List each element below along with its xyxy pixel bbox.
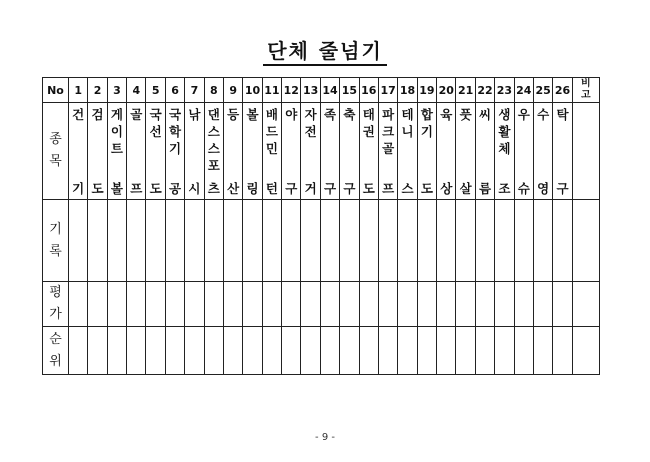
event-name-last: 구 <box>556 181 569 196</box>
rank-cell[interactable] <box>243 327 262 375</box>
record-cell[interactable] <box>417 200 436 282</box>
rank-cell[interactable] <box>88 327 107 375</box>
event-number: 23 <box>495 78 514 103</box>
event-number: 7 <box>185 78 204 103</box>
event-char: 합 <box>420 107 433 122</box>
event-number: 3 <box>107 78 126 103</box>
evaluation-cell[interactable] <box>68 282 87 327</box>
event-char: 야 <box>285 107 298 122</box>
event-name <box>340 103 358 199</box>
event-char: 니 <box>401 124 414 139</box>
event-name-top <box>495 106 513 157</box>
event-name-top <box>301 106 319 140</box>
event-cell <box>417 103 436 200</box>
event-name-last: 살 <box>459 181 472 196</box>
event-cell <box>340 103 359 200</box>
event-name-last: 름 <box>478 181 492 196</box>
event-char: 낚 <box>188 107 201 122</box>
rank-cell[interactable] <box>204 327 223 375</box>
rank-cell[interactable] <box>185 327 204 375</box>
evaluation-cell[interactable] <box>514 282 533 327</box>
evaluation-cell[interactable] <box>88 282 107 327</box>
event-label-char: 목 <box>49 154 62 169</box>
evaluation-cell[interactable] <box>340 282 359 327</box>
event-name <box>88 103 106 199</box>
event-name <box>360 103 378 199</box>
evaluation-cell[interactable] <box>127 282 146 327</box>
record-cell[interactable] <box>456 200 475 282</box>
event-label <box>43 103 69 200</box>
event-name <box>185 103 203 199</box>
event-char: 기 <box>168 141 182 156</box>
event-char: 태 <box>362 107 375 122</box>
event-cell <box>475 103 494 200</box>
event-char: 학 <box>168 124 182 139</box>
event-name <box>534 103 552 199</box>
page-title: 단체 줄넘기 <box>263 39 387 66</box>
event-char: 수 <box>537 107 550 122</box>
event-name-top <box>205 106 223 174</box>
event-name-top <box>282 106 300 123</box>
evaluation-cell[interactable] <box>320 282 339 327</box>
remarks-cell <box>572 103 599 200</box>
record-cell[interactable] <box>475 200 494 282</box>
record-label-char: 록 <box>49 243 62 259</box>
event-name-top <box>127 106 145 123</box>
event-char: 댄 <box>207 107 220 122</box>
evaluation-cell[interactable] <box>456 282 475 327</box>
event-char: 골 <box>382 141 395 156</box>
event-number: 15 <box>340 78 359 103</box>
event-number: 2 <box>88 78 107 103</box>
evaluation-label <box>43 282 69 327</box>
event-cell <box>514 103 533 200</box>
event-char: 체 <box>498 141 511 156</box>
event-char: 볼 <box>246 107 259 122</box>
event-name-last: 볼 <box>110 181 123 196</box>
event-name <box>476 103 494 199</box>
event-name-top <box>476 106 494 123</box>
event-char: 게 <box>110 107 123 122</box>
evaluation-cell[interactable] <box>533 282 552 327</box>
evaluation-label-char: 가 <box>49 307 62 322</box>
event-number: 20 <box>437 78 456 103</box>
evaluation-cell[interactable] <box>437 282 456 327</box>
rank-cell[interactable] <box>340 327 359 375</box>
record-cell[interactable] <box>127 200 146 282</box>
event-number: 19 <box>417 78 436 103</box>
event-name-top <box>437 106 455 123</box>
no-header: No <box>43 78 69 103</box>
event-name <box>515 103 533 199</box>
record-cell[interactable] <box>204 200 223 282</box>
event-name <box>418 103 436 199</box>
event-name-top <box>534 106 552 123</box>
event-char: 육 <box>440 107 453 122</box>
rank-cell[interactable] <box>262 327 281 375</box>
event-char: 스 <box>207 141 220 156</box>
event-name <box>69 103 87 199</box>
event-number: 13 <box>301 78 320 103</box>
event-char: 족 <box>323 107 337 122</box>
event-name-top <box>69 106 87 123</box>
event-cell <box>320 103 339 200</box>
event-name <box>321 103 339 199</box>
event-cell <box>359 103 378 200</box>
event-char: 민 <box>265 141 278 156</box>
rank-cell[interactable] <box>495 327 514 375</box>
event-number: 8 <box>204 78 223 103</box>
event-name-last: 구 <box>343 181 356 196</box>
rank-cell[interactable] <box>223 327 242 375</box>
event-char: 드 <box>265 124 278 139</box>
remarks-char: 고 <box>581 90 591 101</box>
event-char: 우 <box>517 107 530 122</box>
event-char: 탁 <box>556 107 569 122</box>
event-char: 배 <box>265 107 278 122</box>
event-name <box>224 103 242 199</box>
event-char: 자 <box>304 107 317 122</box>
record-cell[interactable] <box>437 200 456 282</box>
remarks-cell[interactable] <box>572 282 599 327</box>
event-number: 6 <box>165 78 184 103</box>
event-number: 16 <box>359 78 378 103</box>
rank-cell[interactable] <box>127 327 146 375</box>
event-char: 파 <box>382 107 395 122</box>
record-cell[interactable] <box>495 200 514 282</box>
event-name <box>301 103 319 199</box>
evaluation-cell[interactable] <box>398 282 417 327</box>
event-name-last: 영 <box>537 181 550 196</box>
record-cell[interactable] <box>88 200 107 282</box>
event-name <box>127 103 145 199</box>
event-name-last: 츠 <box>207 181 220 196</box>
event-cell <box>243 103 262 200</box>
rank-label <box>43 327 69 375</box>
event-name-top <box>398 106 416 140</box>
event-name-top <box>553 106 571 123</box>
event-cell <box>495 103 514 200</box>
evaluation-cell[interactable] <box>262 282 281 327</box>
event-name-last: 도 <box>91 181 104 196</box>
record-cell[interactable] <box>146 200 165 282</box>
rank-cell[interactable] <box>514 327 533 375</box>
event-cell <box>437 103 456 200</box>
event-name-last: 조 <box>498 181 511 196</box>
event-cell <box>223 103 242 200</box>
event-name-last: 링 <box>246 181 259 196</box>
event-name-last: 기 <box>72 181 85 196</box>
event-name-top <box>379 106 397 157</box>
rank-cell[interactable] <box>456 327 475 375</box>
event-cell <box>68 103 87 200</box>
record-cell[interactable] <box>398 200 417 282</box>
event-name-last: 도 <box>420 181 433 196</box>
event-cell <box>165 103 184 200</box>
record-label-char: 기 <box>49 221 62 237</box>
rank-cell[interactable] <box>68 327 87 375</box>
event-name-top <box>88 106 106 123</box>
event-name <box>456 103 474 199</box>
event-name <box>263 103 281 199</box>
rank-label-char: 위 <box>49 353 62 369</box>
event-char: 스 <box>207 124 220 139</box>
header-row <box>43 78 600 103</box>
rank-cell[interactable] <box>301 327 320 375</box>
event-cell <box>398 103 417 200</box>
rank-row <box>43 327 600 375</box>
page-title-wrap <box>0 38 650 66</box>
record-cell[interactable] <box>533 200 552 282</box>
event-cell <box>301 103 320 200</box>
event-name <box>437 103 455 199</box>
record-cell[interactable] <box>262 200 281 282</box>
event-name-top <box>146 106 164 140</box>
rank-cell[interactable] <box>146 327 165 375</box>
event-cell <box>378 103 397 200</box>
record-cell[interactable] <box>359 200 378 282</box>
evaluation-cell[interactable] <box>185 282 204 327</box>
event-name <box>205 103 223 199</box>
event-name <box>108 103 126 199</box>
event-name-top <box>360 106 378 140</box>
record-cell[interactable] <box>68 200 87 282</box>
event-char: 건 <box>72 107 85 122</box>
event-number: 4 <box>127 78 146 103</box>
rank-cell[interactable] <box>378 327 397 375</box>
rank-label-char: 순 <box>49 331 62 347</box>
event-char: 선 <box>149 124 162 139</box>
event-name-top <box>456 106 474 123</box>
event-name-top <box>224 106 242 123</box>
event-cell <box>88 103 107 200</box>
event-name-last: 프 <box>382 181 395 196</box>
event-name-last: 프 <box>130 181 143 196</box>
event-name-last: 스 <box>401 181 414 196</box>
evaluation-label-char: 평 <box>49 285 62 300</box>
rank-cell[interactable] <box>417 327 436 375</box>
page-number: - 9 - <box>315 432 335 443</box>
event-char: 국 <box>168 107 182 122</box>
evaluation-cell[interactable] <box>301 282 320 327</box>
event-char: 축 <box>343 107 356 122</box>
remarks-header <box>572 78 599 103</box>
record-cell[interactable] <box>165 200 184 282</box>
event-cell <box>262 103 281 200</box>
event-cell <box>282 103 301 200</box>
remarks-cell[interactable] <box>572 200 599 282</box>
event-number: 22 <box>475 78 494 103</box>
event-number: 12 <box>282 78 301 103</box>
event-number: 21 <box>456 78 475 103</box>
evaluation-cell[interactable] <box>146 282 165 327</box>
event-name-last: 도 <box>149 181 162 196</box>
event-name-top <box>515 106 533 123</box>
record-cell[interactable] <box>243 200 262 282</box>
event-row <box>43 103 600 200</box>
event-name-top <box>243 106 261 123</box>
record-cell[interactable] <box>301 200 320 282</box>
event-number: 26 <box>553 78 572 103</box>
record-cell[interactable] <box>107 200 126 282</box>
event-cell <box>127 103 146 200</box>
rank-cell[interactable] <box>437 327 456 375</box>
rank-cell[interactable] <box>533 327 552 375</box>
event-char: 국 <box>149 107 162 122</box>
event-number: 5 <box>146 78 165 103</box>
event-cell <box>185 103 204 200</box>
event-cell <box>456 103 475 200</box>
event-name <box>553 103 571 199</box>
event-name-last: 턴 <box>265 181 278 196</box>
record-cell[interactable] <box>553 200 572 282</box>
event-name-top <box>185 106 203 123</box>
rank-cell[interactable] <box>475 327 494 375</box>
rank-cell[interactable] <box>359 327 378 375</box>
event-name <box>243 103 261 199</box>
record-row <box>43 200 600 282</box>
evaluation-cell[interactable] <box>553 282 572 327</box>
evaluation-cell[interactable] <box>282 282 301 327</box>
rank-cell[interactable] <box>165 327 184 375</box>
event-label-char: 종 <box>49 132 62 147</box>
evaluation-cell[interactable] <box>243 282 262 327</box>
event-name-top <box>263 106 281 157</box>
event-name <box>146 103 164 199</box>
event-name <box>166 103 184 199</box>
event-number: 9 <box>223 78 242 103</box>
event-number: 14 <box>320 78 339 103</box>
event-char: 포 <box>207 158 220 173</box>
rank-cell[interactable] <box>282 327 301 375</box>
event-char: 테 <box>401 107 414 122</box>
event-name-top <box>108 106 126 157</box>
event-char: 활 <box>498 124 511 139</box>
record-cell[interactable] <box>378 200 397 282</box>
event-name-last: 구 <box>285 181 298 196</box>
record-cell[interactable] <box>514 200 533 282</box>
evaluation-cell[interactable] <box>165 282 184 327</box>
event-number: 18 <box>398 78 417 103</box>
record-cell[interactable] <box>185 200 204 282</box>
evaluation-cell[interactable] <box>417 282 436 327</box>
event-char: 씨 <box>478 107 492 122</box>
event-name-last: 슈 <box>517 181 530 196</box>
event-char: 풋 <box>459 107 472 122</box>
event-name-last: 거 <box>304 181 317 196</box>
record-cell[interactable] <box>340 200 359 282</box>
event-char: 기 <box>420 124 433 139</box>
evaluation-cell[interactable] <box>107 282 126 327</box>
evaluation-cell[interactable] <box>204 282 223 327</box>
evaluation-cell[interactable] <box>359 282 378 327</box>
event-char: 골 <box>130 107 143 122</box>
evaluation-cell[interactable] <box>223 282 242 327</box>
event-name-last: 상 <box>440 181 453 196</box>
event-name <box>398 103 416 199</box>
event-char: 생 <box>498 107 511 122</box>
event-char: 이 <box>110 124 123 139</box>
event-cell <box>533 103 552 200</box>
event-cell <box>107 103 126 200</box>
event-char: 트 <box>110 141 123 156</box>
event-number: 10 <box>243 78 262 103</box>
event-name-top <box>166 106 184 157</box>
event-number: 1 <box>68 78 87 103</box>
event-name <box>282 103 300 199</box>
event-cell <box>146 103 165 200</box>
event-number: 11 <box>262 78 281 103</box>
event-name <box>379 103 397 199</box>
event-number: 17 <box>378 78 397 103</box>
event-name-last: 도 <box>362 181 375 196</box>
rank-cell[interactable] <box>107 327 126 375</box>
evaluation-row <box>43 282 600 327</box>
rank-cell[interactable] <box>320 327 339 375</box>
rank-cell[interactable] <box>553 327 572 375</box>
event-char: 크 <box>382 124 395 139</box>
competition-table <box>42 77 600 375</box>
record-cell[interactable] <box>223 200 242 282</box>
event-char: 등 <box>227 107 240 122</box>
remarks-char: 비 <box>581 78 591 89</box>
event-char: 권 <box>362 124 375 139</box>
record-label <box>43 200 69 282</box>
event-number: 25 <box>533 78 552 103</box>
event-name-top <box>321 106 339 123</box>
record-cell[interactable] <box>320 200 339 282</box>
event-number: 24 <box>514 78 533 103</box>
event-char: 검 <box>91 107 104 122</box>
event-char: 전 <box>304 124 317 139</box>
remarks-cell[interactable] <box>572 327 599 375</box>
event-name-top <box>340 106 358 123</box>
evaluation-cell[interactable] <box>378 282 397 327</box>
record-cell[interactable] <box>282 200 301 282</box>
evaluation-cell[interactable] <box>495 282 514 327</box>
event-name-top <box>418 106 436 140</box>
evaluation-cell[interactable] <box>475 282 494 327</box>
event-name-last: 산 <box>227 181 240 196</box>
event-name <box>495 103 513 199</box>
event-name-last: 공 <box>168 181 182 196</box>
rank-cell[interactable] <box>398 327 417 375</box>
event-cell <box>204 103 223 200</box>
event-name-last: 구 <box>323 181 337 196</box>
event-name-last: 시 <box>188 181 201 196</box>
event-cell <box>553 103 572 200</box>
